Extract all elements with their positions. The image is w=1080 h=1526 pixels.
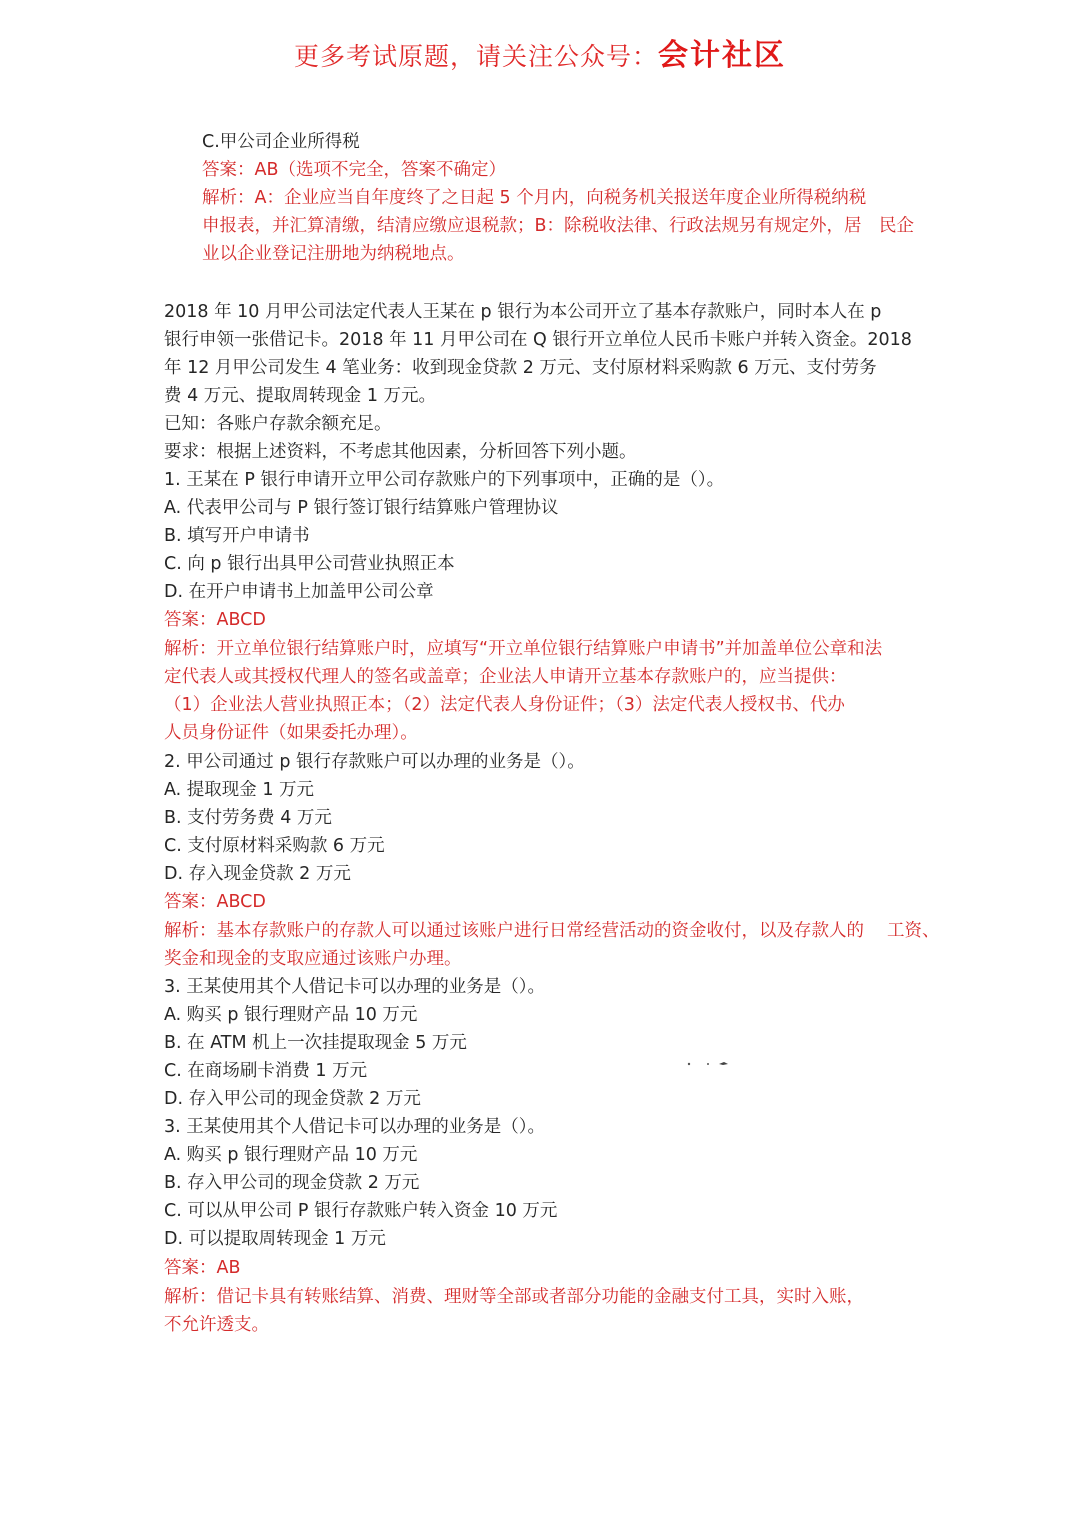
question-1: 1. 王某在 P 银行申请开立甲公司存款账户的下列事项中，正确的是（）。 <box>164 470 725 490</box>
scan-smudge <box>686 1058 732 1070</box>
q2-answer: 答案：ABCD <box>164 892 266 912</box>
question-2: 2. 甲公司通过 p 银行存款账户可以办理的业务是（）。 <box>164 752 585 772</box>
header-brand: 会计社区 <box>658 38 786 73</box>
q3b-analysis-line: 解析：借记卡具有转账结算、消费、理财等全部或者部分功能的金融支付工具，实时入账， <box>164 1287 864 1307</box>
case-requirement: 要求：根据上述资料，不考虑其他因素，分析回答下列小题。 <box>164 442 637 462</box>
q1-analysis-line: 人员身份证件（如果委托办理）。 <box>164 723 418 743</box>
q3b-option-c: C. 可以从甲公司 P 银行存款账户转入资金 10 万元 <box>164 1201 558 1221</box>
q2-option-d: D. 存入现金贷款 2 万元 <box>164 864 351 884</box>
q3b-option-a: A. 购买 p 银行理财产品 10 万元 <box>164 1145 418 1165</box>
page-header <box>0 30 1080 74</box>
q1-option-a: A. 代表甲公司与 P 银行签订银行结算账户管理协议 <box>164 498 559 518</box>
case-line: 费 4 万元、提取周转现金 1 万元。 <box>164 386 437 406</box>
q1-analysis-line: 定代表人或其授权代理人的签名或盖章；企业法人申请开立基本存款账户的，应当提供： <box>164 667 847 687</box>
analysis-line: 解析：A：企业应当自年度终了之日起 5 个月内，向税务机关报送年度企业所得税纳税 <box>202 188 867 208</box>
header-prefix: 更多考试原题，请关注公众号： <box>293 42 658 71</box>
q2-option-b: B. 支付劳务费 4 万元 <box>164 808 332 828</box>
q3-option-c: C. 在商场刷卡消费 1 万元 <box>164 1061 368 1081</box>
q2-option-c: C. 支付原材料采购款 6 万元 <box>164 836 385 856</box>
q3b-analysis-line: 不允许透支。 <box>164 1315 269 1335</box>
q2-analysis-line: 奖金和现金的支取应通过该账户办理。 <box>164 949 462 969</box>
q2-analysis-line: 解析：基本存款账户的存款人可以通过该账户进行日常经营活动的资金收付，以及存款人的 工资、 <box>164 921 940 941</box>
case-line: 年 12 月甲公司发生 4 笔业务：收到现金贷款 2 万元、支付原材料采购款 6 万元、支付劳务 <box>164 358 877 378</box>
q3-option-a: A. 购买 p 银行理财产品 10 万元 <box>164 1005 418 1025</box>
q3b-option-d: D. 可以提取周转现金 1 万元 <box>164 1229 386 1249</box>
q1-analysis-line: 解析：开立单位银行结算账户时，应填写“开立单位银行结算账户申请书”并加盖单位公章和法 <box>164 639 883 659</box>
case-line: 银行申领一张借记卡。2018 年 11 月甲公司在 Q 银行开立单位人民币卡账户并转入资金。2018 <box>164 330 912 350</box>
q1-answer: 答案：ABCD <box>164 610 266 630</box>
question-3-repeat: 3. 王某使用其个人借记卡可以办理的业务是（）。 <box>164 1117 546 1137</box>
analysis-line: 业以企业登记注册地为纳税地点。 <box>202 244 465 264</box>
q3-option-b: B. 在 ATM 机上一次挂提取现金 5 万元 <box>164 1033 467 1053</box>
case-known: 已知：各账户存款余额充足。 <box>164 414 392 434</box>
question-3: 3. 王某使用其个人借记卡可以办理的业务是（）。 <box>164 977 546 997</box>
q2-option-a: A. 提取现金 1 万元 <box>164 780 315 800</box>
q3-option-d: D. 存入甲公司的现金贷款 2 万元 <box>164 1089 421 1109</box>
option-line: C.甲公司企业所得税 <box>202 132 360 152</box>
case-line: 2018 年 10 月甲公司法定代表人王某在 p 银行为本公司开立了基本存款账户，同时本人在 p <box>164 302 882 322</box>
q3b-answer: 答案：AB <box>164 1258 241 1278</box>
q1-option-b: B. 填写开户申请书 <box>164 526 310 546</box>
q1-option-c: C. 向 p 银行出具甲公司营业执照正本 <box>164 554 455 574</box>
q1-option-d: D. 在开户申请书上加盖甲公司公章 <box>164 582 434 602</box>
answer-line: 答案：AB（选项不完全，答案不确定） <box>202 160 506 180</box>
q3b-option-b: B. 存入甲公司的现金贷款 2 万元 <box>164 1173 420 1193</box>
q1-analysis-line: （1）企业法人营业执照正本；（2）法定代表人身份证件；（3）法定代表人授权书、代办 <box>164 695 845 715</box>
analysis-line: 申报表，并汇算清缴，结清应缴应退税款；B：除税收法律、行政法规另有规定外，居 民企 <box>202 216 915 236</box>
